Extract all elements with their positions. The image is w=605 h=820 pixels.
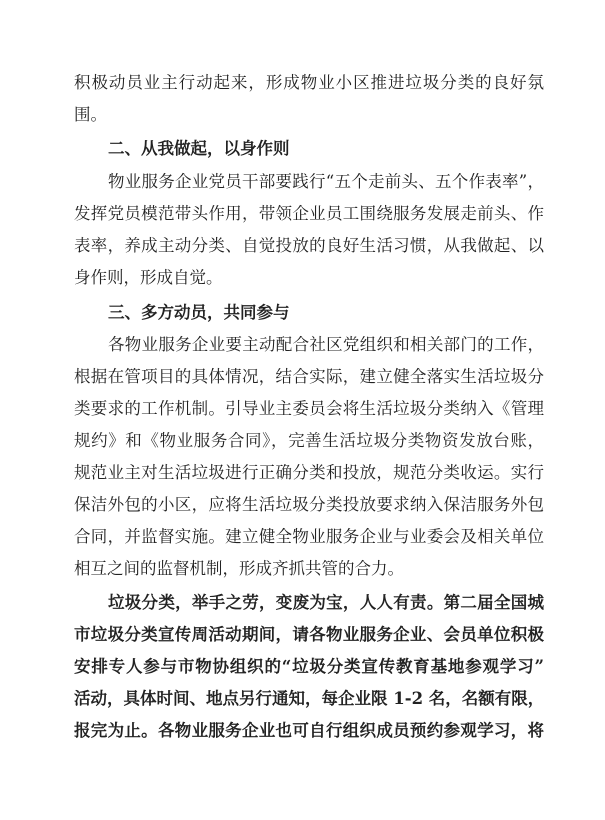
paragraph-line: 根据在管项目的具体情况，结合实际，建立健全落实生活垃圾分 xyxy=(74,367,544,386)
paragraph-line: 规约》和《物业服务合同》，完善生活垃圾分类物资发放台账， xyxy=(74,431,544,450)
closing-line: 安排专人参与市物协组织的“垃圾分类宣传教育基地参观学习” xyxy=(74,657,544,676)
paragraph-line: 围。 xyxy=(74,105,107,124)
paragraph-line: 相互之间的监督机制，形成齐抓共管的合力。 xyxy=(74,559,404,578)
paragraph-line: 规范业主对生活垃圾进行正确分类和投放，规范分类收运。实行 xyxy=(74,463,544,482)
section-heading-2: 二、从我做起，以身作则 xyxy=(108,139,290,158)
paragraph-line: 合同，并监督实施。建立健全物业服务企业与业委会及相关单位 xyxy=(74,527,544,546)
paragraph-line: 物业服务企业党员干部要践行“五个走前头、五个作表率”， xyxy=(108,172,544,191)
section-heading-3: 三、多方动员，共同参与 xyxy=(108,303,290,322)
paragraph-line: 表率，养成主动分类、自觉投放的良好生活习惯，从我做起、以 xyxy=(74,236,544,255)
paragraph-line: 保洁外包的小区，应将生活垃圾分类投放要求纳入保洁服务外包 xyxy=(74,495,544,514)
paragraph-line: 积极动员业主行动起来，形成物业小区推进垃圾分类的良好氛 xyxy=(74,73,544,92)
paragraph-line: 身作则，形成自觉。 xyxy=(74,268,223,287)
closing-line: 活动，具体时间、地点另行通知，每企业限 1-2 名，名额有限， xyxy=(74,689,544,708)
closing-line: 垃圾分类，举手之劳，变废为宝，人人有责。第二届全国城 xyxy=(108,593,544,612)
closing-line: 报完为止。各物业服务企业也可自行组织成员预约参观学习，将 xyxy=(74,721,544,740)
closing-line: 市垃圾分类宣传周活动期间，请各物业服务企业、会员单位积极 xyxy=(74,625,544,644)
paragraph-line: 各物业服务企业要主动配合社区党组织和相关部门的工作， xyxy=(108,335,544,354)
paragraph-line: 类要求的工作机制。引导业主委员会将生活垃圾分类纳入《管理 xyxy=(74,399,544,418)
paragraph-line: 发挥党员模范带头作用，带领企业员工围绕服务发展走前头、作 xyxy=(74,204,544,223)
